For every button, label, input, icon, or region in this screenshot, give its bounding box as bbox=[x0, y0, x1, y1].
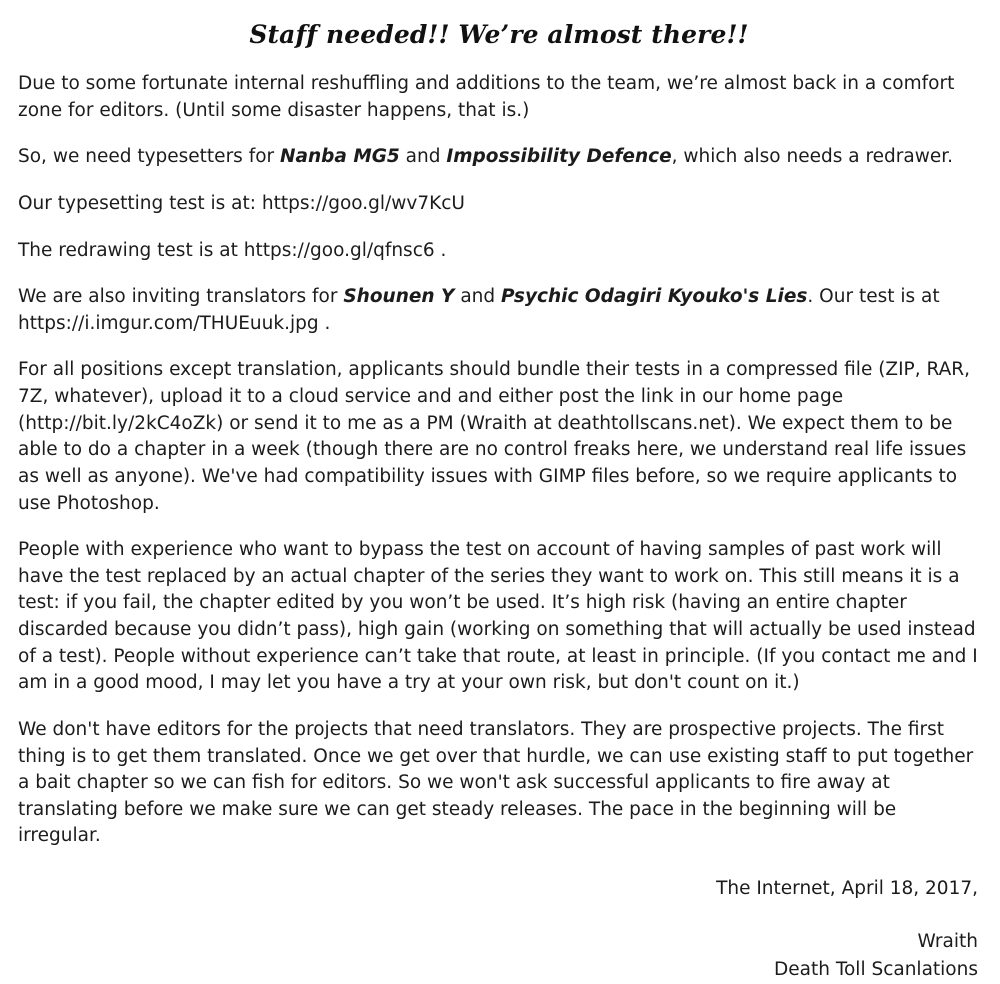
paragraph-2: So, we need typesetters for Nanba MG5 and Impossibility Defence, which also needs a redrawer. bbox=[18, 146, 954, 168]
paragraph-4-redrawing-test-link: The redrawing test is at https://goo.gl/qfnsc6 . bbox=[18, 239, 447, 261]
paragraph-7-experience-bypass: People with experience who want to bypass the test on account of having samples of past work will have the test replaced by an actual chapter of the series they want to work on. This still means it is a test: if you fail, the chapter edited by you won’t be used. It’s high risk (having an entire chapter discarded because you didn’t pass), high gain (working on something that will actually be used instead of a test). People without experience can’t take that route, at least in principle. (If you contact me and I am in a good mood, I may let you have a try at your own risk, but don't count on it.) bbox=[18, 539, 978, 694]
paragraph-6-submission-instructions: For all positions except translation, applicants should bundle their tests in a compressed file (ZIP, RAR, 7Z, whatever), upload it to a cloud service and and either post the link in our home page (http://bit.ly/2kC4oZk) or send it to me as a PM (Wraith at deathtollscans.net). We expect them to be able to do a chapter in a week (though there are no control freaks here, we understand real life issues as well as anyone). We've had compatibility issues with GIMP files before, so we require applicants to use Photoshop. bbox=[18, 359, 970, 514]
paragraph-3-typesetting-test-link: Our typesetting test is at: https://goo.gl/wv7KcU bbox=[18, 192, 465, 214]
document-body bbox=[18, 71, 980, 850]
paragraph-8-prospective-projects: We don't have editors for the projects that need translators. They are prospective projects. The first thing is to get them translated. Once we get over that hurdle, we can use existing staff to put together a bait chapter so we can fish for editors. So we won't ask successful applicants to fire away at translating before we make sure we can get steady releases. The pace in the beginning will be irregular. bbox=[18, 718, 974, 847]
paragraph-1: Due to some fortunate internal reshuffling and additions to the team, we’re almost back in a comfort zone for editors. (Until some disaster happens, that is.) bbox=[18, 73, 955, 121]
signature-name: Wraith bbox=[917, 930, 978, 952]
paragraph-5-translator-call: We are also inviting translators for Shounen Y and Psychic Odagiri Kyouko's Lies. Our test is at https://i.imgur.com/THUEuuk.jpg . bbox=[18, 286, 940, 334]
signature-date: The Internet, April 18, 2017, bbox=[716, 878, 978, 899]
signature-group: Death Toll Scanlations bbox=[774, 959, 978, 981]
page-title: Staff needed!! We’re almost there!! bbox=[249, 20, 749, 49]
signature-block bbox=[18, 876, 980, 984]
